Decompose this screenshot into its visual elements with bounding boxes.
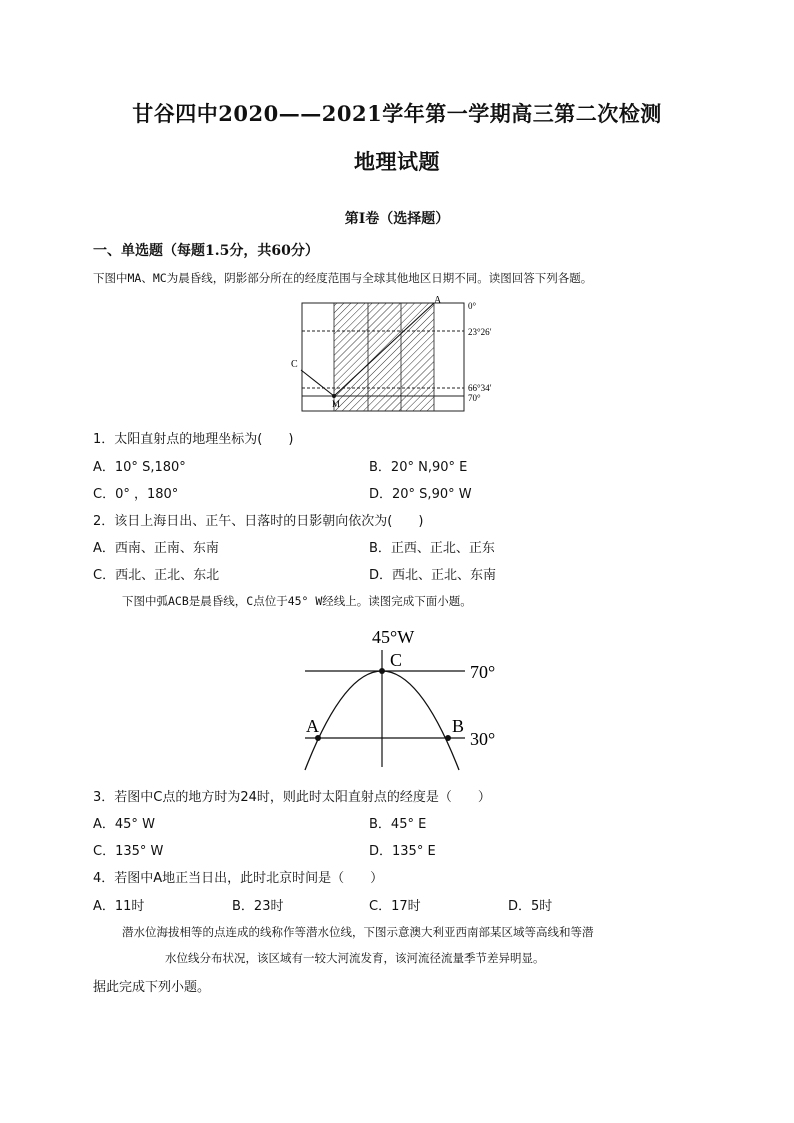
q4-option-c[interactable]: C．17时 [369, 899, 421, 914]
label-C: C [390, 650, 403, 670]
point-C [379, 668, 385, 674]
q3-option-c[interactable]: C．135° W [93, 844, 164, 859]
q4-option-a[interactable]: A．11时 [93, 899, 145, 914]
intro-figure3-line3: 据此完成下列小题。 [93, 980, 211, 995]
q2-option-a[interactable]: A．西南、正南、东南 [93, 541, 219, 556]
label-A: A [306, 716, 319, 736]
q2-option-b[interactable]: B．正西、正北、正东 [369, 541, 495, 556]
q2-option-c[interactable]: C．西北、正北、东北 [93, 568, 220, 583]
intro-figure1: 下图中MA、MC为晨昏线，阴影部分所在的经度范围与全球其他地区日期不同。读图回答下列各题。 [93, 271, 593, 285]
q1-option-a[interactable]: A．10° S,180° [93, 460, 186, 475]
meridian-label: 45°W [372, 627, 415, 647]
terminator-MC [301, 370, 334, 396]
point-B [445, 735, 451, 741]
q4-option-b[interactable]: B．23时 [232, 899, 284, 914]
q3-stem: 3．若图中C点的地方时为24时，则此时太阳直射点的经度是（ ） [93, 790, 491, 805]
volume-heading: 第Ⅰ卷（选择题） [344, 211, 450, 227]
q1-option-d[interactable]: D．20° S,90° W [369, 487, 472, 502]
lat-label-6634: 66°34′ [468, 383, 492, 393]
label-C: C [291, 359, 298, 370]
figure1-diagram [288, 295, 518, 420]
label-M: M [332, 399, 341, 409]
q3-option-b[interactable]: B．45° E [369, 817, 427, 832]
figure2-diagram [295, 622, 515, 772]
q4-option-d[interactable]: D．5时 [508, 899, 553, 914]
intro-figure3-line2: 水位线分布状况，该区域有一较大河流发育，该河流径流量季节差异明显。 [165, 951, 545, 965]
label-A: A [434, 295, 442, 306]
intro-figure2: 下图中弧ACB是晨昏线，C点位于45° W经线上。读图完成下面小题。 [122, 594, 472, 608]
part-heading: 一、单选题（每题1.5分，共60分） [93, 243, 319, 259]
lat-label-70: 70° [470, 662, 496, 682]
label-B: B [452, 716, 465, 736]
q1-stem: 1．太阳直射点的地理坐标为( ) [93, 432, 294, 447]
exam-title: 甘谷四中2020——2021学年第一学期高三第二次检测 [132, 101, 662, 126]
lat-label-30: 30° [470, 729, 496, 749]
shaded-region [334, 303, 434, 411]
lat-label-70: 70° [468, 393, 481, 403]
exam-subtitle: 地理试题 [354, 149, 440, 174]
q2-stem: 2．该日上海日出、正午、日落时的日影朝向依次为( ) [93, 514, 424, 529]
intro-figure3-line1: 潜水位海拔相等的点连成的线称作等潜水位线，下图示意澳大利亚西南部某区域等高线和等潜 [122, 925, 594, 939]
lat-label-0: 0° [468, 301, 477, 311]
lat-label-2326: 23°26′ [468, 327, 492, 337]
q4-stem: 4．若图中A地正当日出，此时北京时间是（ ） [93, 871, 384, 886]
q3-option-d[interactable]: D．135° E [369, 844, 436, 859]
q3-option-a[interactable]: A．45° W [93, 817, 155, 832]
q1-option-b[interactable]: B．20° N,90° E [369, 460, 468, 475]
q1-option-c[interactable]: C．0° ，180° [93, 487, 179, 502]
q2-option-d[interactable]: D．西北、正北、东南 [369, 568, 497, 583]
